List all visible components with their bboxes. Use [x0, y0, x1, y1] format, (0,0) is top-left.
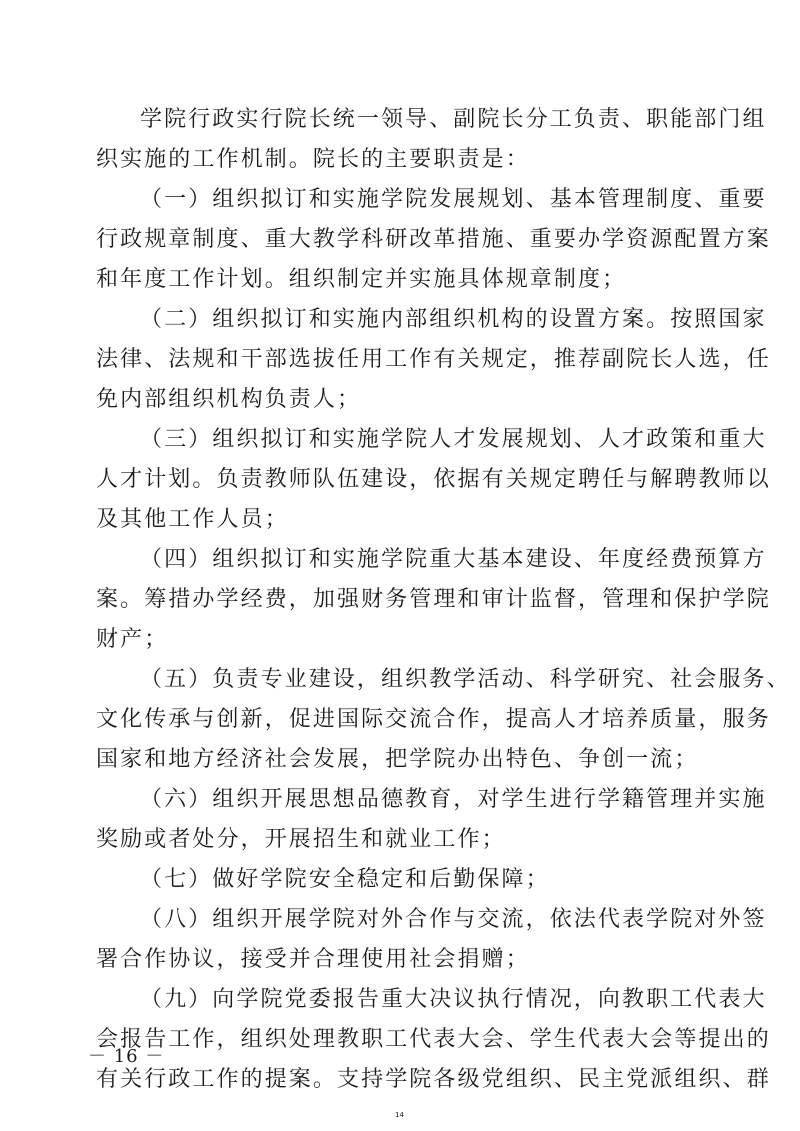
paragraph-line: 织实施的工作机制。院长的主要职责是： [96, 147, 530, 172]
paragraph-line: （九）向学院党委报告重大决议执行情况，向教职工代表大 [140, 987, 767, 1012]
paragraph-line: （八）组织开展学院对外合作与交流，依法代表学院对外签 [140, 907, 767, 932]
scan-number: 14 [395, 1111, 404, 1119]
paragraph-line: （七）做好学院安全稳定和后勤保障； [140, 867, 550, 892]
paragraph-line: 行政规章制度、重大教学科研改革措施、重要办学资源配置方案 [96, 227, 771, 252]
paragraph-line: 国家和地方经济社会发展，把学院办出特色、争创一流； [96, 747, 699, 772]
paragraph-line: 会报告工作，组织处理教职工代表大会、学生代表大会等提出的 [96, 1027, 771, 1052]
paragraph-line: 奖励或者处分，开展招生和就业工作； [96, 827, 506, 852]
paragraph-line: （一）组织拟订和实施学院发展规划、基本管理制度、重要 [140, 187, 767, 212]
page-number: － 16 － [88, 1046, 165, 1067]
paragraph-line: 财产； [96, 627, 169, 652]
paragraph-line: 和年度工作计划。组织制定并实施具体规章制度； [96, 267, 627, 292]
paragraph-line: （四）组织拟订和实施学院重大基本建设、年度经费预算方 [140, 547, 767, 572]
paragraph-line: 法律、法规和干部选拔任用工作有关规定，推荐副院长人选，任 [96, 347, 771, 372]
paragraph-line: 学院行政实行院长统一领导、副院长分工负责、职能部门组 [140, 107, 767, 132]
paragraph-line: 免内部组织机构负责人； [96, 387, 362, 412]
paragraph-line: 文化传承与创新，促进国际交流合作，提高人才培养质量，服务 [96, 707, 771, 732]
paragraph-line: 有关行政工作的提案。支持学院各级党组织、民主党派组织、群 [96, 1067, 771, 1092]
paragraph-line: （三）组织拟订和实施学院人才发展规划、人才政策和重大 [140, 427, 767, 452]
paragraph-line: （六）组织开展思想品德教育，对学生进行学籍管理并实施 [140, 787, 767, 812]
paragraph-line: （二）组织拟订和实施内部组织机构的设置方案。按照国家 [140, 307, 767, 332]
paragraph-line: 署合作协议，接受并合理使用社会捐赠； [96, 947, 530, 972]
paragraph-line: 案。筹措办学经费，加强财务管理和审计监督，管理和保护学院 [96, 587, 771, 612]
paragraph-line: （五）负责专业建设，组织教学活动、科学研究、社会服务、 [140, 667, 791, 692]
paragraph-line: 及其他工作人员； [96, 507, 289, 532]
paragraph-line: 人才计划。负责教师队伍建设，依据有关规定聘任与解聘教师以 [96, 467, 771, 492]
